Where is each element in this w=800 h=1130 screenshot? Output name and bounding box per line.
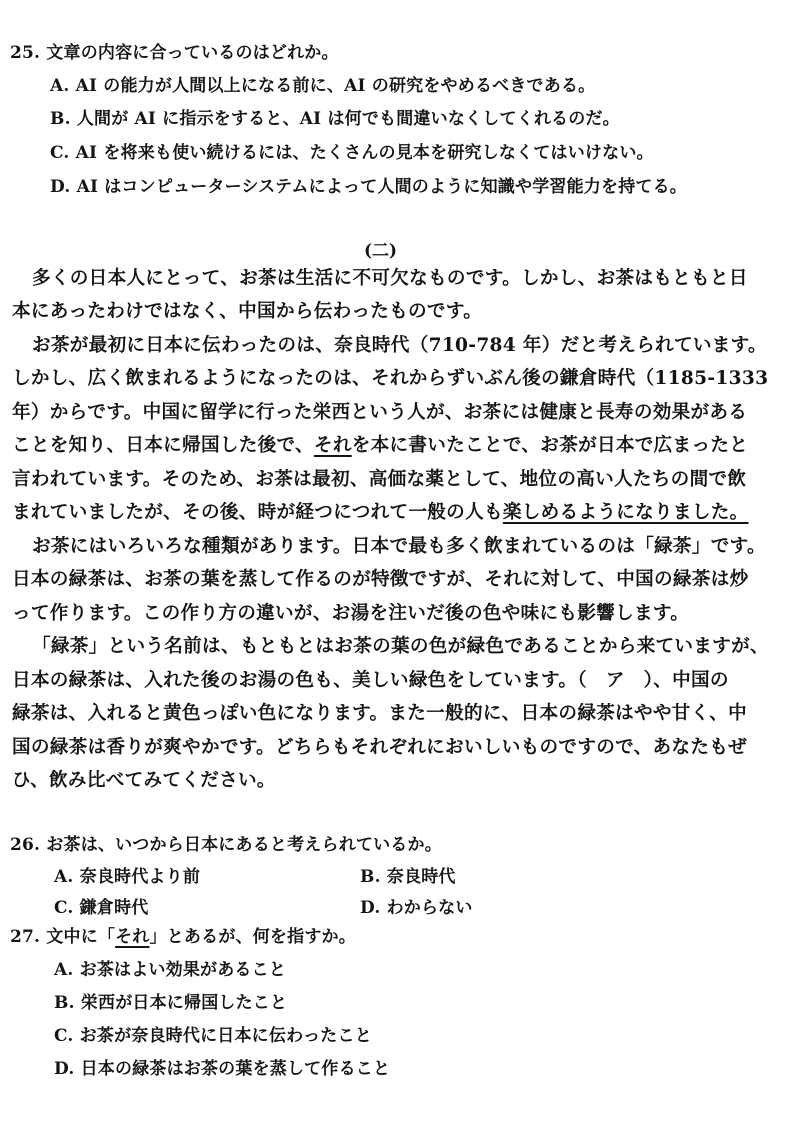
question-26-option-d: D. わからない <box>360 898 473 918</box>
passage-line <box>12 498 749 524</box>
question-25-option-c: C. AI を将来も使い続けるには、たくさんの見本を研究しなくてはいけない。 <box>50 143 654 163</box>
passage-line: 言われています。そのため、お茶は最初、高価な薬として、地位の高い人たちの間で飲 <box>12 469 747 490</box>
passage-line: 「緑茶」という名前は、もともとはお茶の葉の色が緑色であることから来ていますが、 <box>32 636 769 657</box>
passage-line: 緑茶は、入れると黄色っぽい色になります。また一般的に、日本の緑茶はやや甘く、中 <box>12 703 747 724</box>
underlined-phrase: 楽しめるようになりました。 <box>502 502 749 523</box>
passage-line: 多くの日本人にとって、お茶は生活に不可欠なものです。しかし、お茶はもともと日 <box>32 268 748 289</box>
question-25-option-b: B. 人間が AI に指示をすると、AI は何でも間違いなくしてくれるのだ。 <box>50 109 620 129</box>
section-title: (二) <box>364 241 398 261</box>
question-26-title: 26. お茶は、いつから日本にあると考えられているか。 <box>10 835 442 855</box>
passage-line: 国の緑茶は香りが爽やかです。どちらもそれぞれにおいしいものですので、あなたもぜ <box>12 737 747 758</box>
question-27-title-text: 」とあるが、何を指すか。 <box>149 927 356 947</box>
passage-line: 年）からです。中国に留学に行った栄西という人が、お茶には健康と長寿の効果がある <box>12 402 748 423</box>
question-26-option-b: B. 奈良時代 <box>360 867 456 887</box>
question-27-title-text: 27. 文中に「 <box>10 927 116 947</box>
question-27-option-c: C. お茶が奈良時代に日本に伝わったこと <box>54 1026 372 1046</box>
question-27-underlined-sore: それ <box>115 927 150 947</box>
question-25-title: 25. 文章の内容に合っているのはどれか。 <box>10 43 339 63</box>
passage-text: ことを知り、日本に帰国した後で、 <box>12 435 314 456</box>
passage-text: まれていましたが、その後、時が経つにつれて一般の人も <box>12 502 503 523</box>
passage-line: ひ、飲み比べてみてください。 <box>12 770 276 791</box>
passage-line: しかし、広く飲まれるようになったのは、それからずいぶん後の鎌倉時代（1185-1333 <box>12 368 769 389</box>
passage-line: って作ります。この作り方の違いが、お湯を注いだ後の色や味にも影響します。 <box>12 603 690 624</box>
question-25-option-a: A. AI の能力が人間以上になる前に、AI の研究をやめるべきである。 <box>50 76 596 96</box>
question-26-option-c: C. 鎌倉時代 <box>54 898 149 918</box>
passage-line: 日本の緑茶は、お茶の葉を蒸して作るのが特徴ですが、それに対して、中国の緑茶は炒 <box>12 569 749 590</box>
passage-line <box>12 431 748 457</box>
passage-line: 日本の緑茶は、入れた後のお湯の色も、美しい緑色をしています。（ ア ）、中国の <box>12 670 729 691</box>
passage-line: 本にあったわけではなく、中国から伝わったものです。 <box>12 301 483 322</box>
question-27-option-b: B. 栄西が日本に帰国したこと <box>54 993 288 1013</box>
question-27-title <box>10 922 356 947</box>
question-27-option-d: D. 日本の緑茶はお茶の葉を蒸して作ること <box>54 1059 391 1079</box>
question-25-option-d: D. AI はコンピューターシステムによって人間のように知識や学習能力を持てる。 <box>50 177 687 197</box>
underlined-sore: それ <box>313 435 352 456</box>
passage-line: お茶にはいろいろな種類があります。日本で最も多く飲まれているのは「緑茶」です。 <box>32 536 766 557</box>
passage-line: お茶が最初に日本に伝わったのは、奈良時代（710-784 年）だと考えられています。 <box>32 335 767 356</box>
passage-text: を本に書いたことで、お茶が日本で広まったと <box>351 435 749 456</box>
question-26-option-a: A. 奈良時代より前 <box>54 867 201 887</box>
question-27-option-a: A. お茶はよい効果があること <box>54 960 287 980</box>
